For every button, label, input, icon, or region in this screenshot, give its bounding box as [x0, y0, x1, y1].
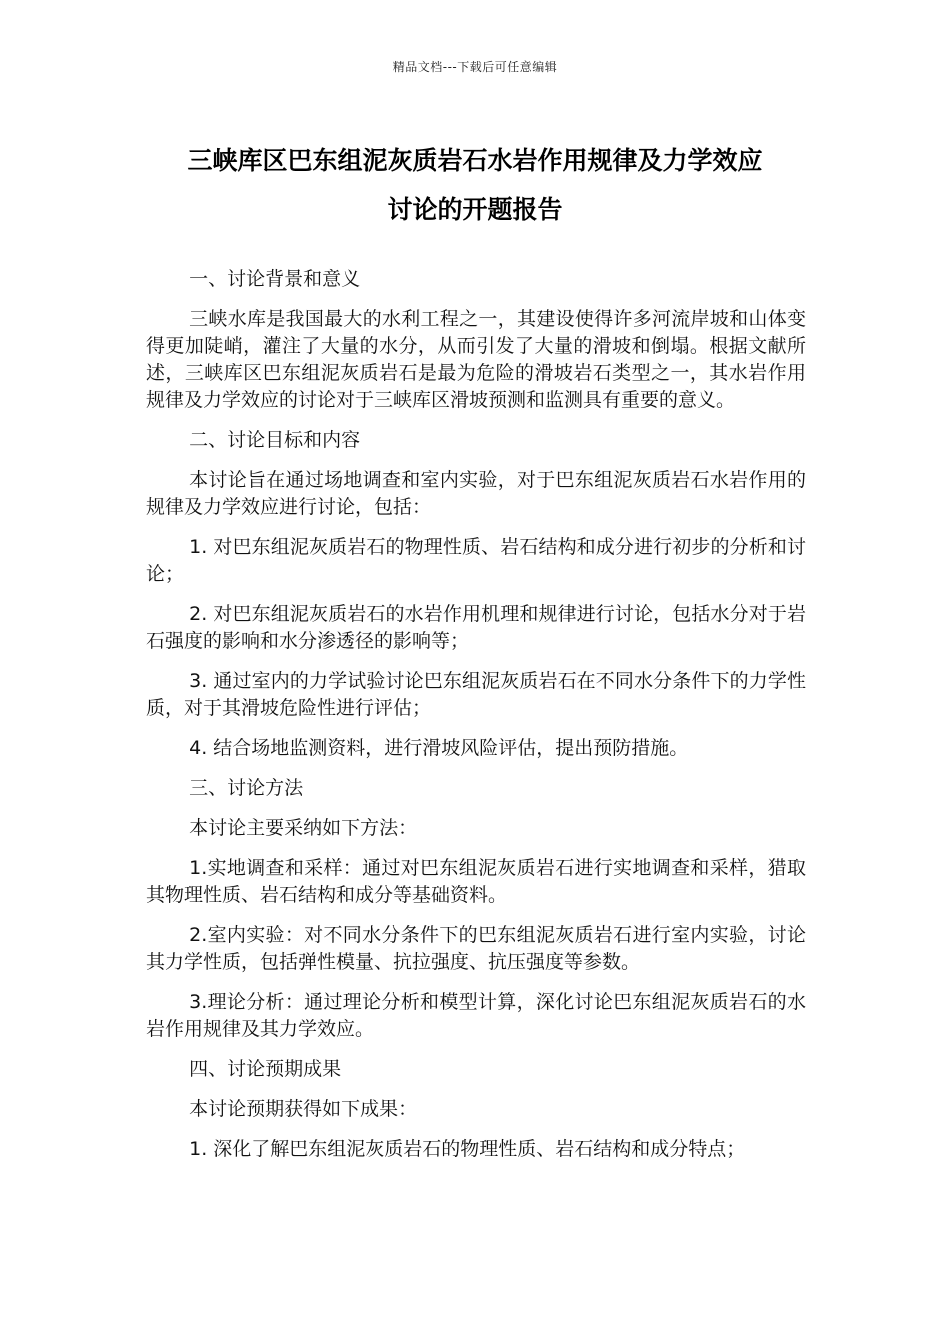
paragraph-methods-intro: 本讨论主要采纳如下方法：: [189, 817, 418, 839]
list-item-goal-2: 2. 对巴东组泥灰质岩石的水岩作用机理和规律进行讨论，包括水分对于岩石强度的影响和水分渗透径的影响等；: [146, 603, 806, 652]
document-body: [146, 266, 806, 1176]
list-item-goal-1: 1. 对巴东组泥灰质岩石的物理性质、岩石结构和成分进行初步的分析和讨论；: [146, 536, 806, 585]
paragraph-outcomes-intro: 本讨论预期获得如下成果：: [189, 1098, 418, 1120]
list-item-goal-3: 3. 通过室内的力学试验讨论巴东组泥灰质岩石在不同水分条件下的力学性质，对于其滑坡危险性进行评估；: [146, 670, 806, 719]
section-heading-goals: 二、讨论目标和内容: [189, 429, 361, 451]
document-title: [120, 136, 830, 234]
section-heading-background: 一、讨论背景和意义: [189, 268, 361, 290]
list-item-method-2: 2.室内实验：对不同水分条件下的巴东组泥灰质岩石进行室内实验，讨论其力学性质，包括弹性模量、抗拉强度、抗压强度等参数。: [146, 924, 806, 973]
paragraph-goals-intro: 本讨论旨在通过场地调查和室内实验，对于巴东组泥灰质岩石水岩作用的规律及力学效应进行讨论，包括：: [146, 469, 806, 518]
list-item-method-3: 3.理论分析：通过理论分析和模型计算，深化讨论巴东组泥灰质岩石的水岩作用规律及其力学效应。: [146, 991, 806, 1040]
header-note: 精品文档---下载后可任意编辑: [392, 60, 558, 74]
title-line-2: 讨论的开题报告: [387, 195, 563, 224]
list-item-goal-4: 4. 结合场地监测资料，进行滑坡风险评估，提出预防措施。: [189, 737, 689, 759]
paragraph-background: 三峡水库是我国最大的水利工程之一，其建设使得许多河流岸坡和山体变得更加陡峭，灌注了大量的水分，从而引发了大量的滑坡和倒塌。根据文献所述，三峡库区巴东组泥灰质岩石是最为危险的滑坡岩石类型之一，其水岩作用规律及力学效应的讨论对于三峡库区滑坡预测和监测具有重要的意义。: [146, 308, 806, 411]
section-heading-outcomes: 四、讨论预期成果: [189, 1058, 342, 1080]
list-item-method-1: 1.实地调查和采样：通过对巴东组泥灰质岩石进行实地调查和采样，猎取其物理性质、岩石结构和成分等基础资料。: [146, 857, 806, 906]
title-line-1: 三峡库区巴东组泥灰质岩石水岩作用规律及力学效应: [187, 146, 763, 175]
section-heading-methods: 三、讨论方法: [189, 777, 304, 799]
list-item-outcome-1: 1. 深化了解巴东组泥灰质岩石的物理性质、岩石结构和成分特点；: [189, 1138, 746, 1160]
